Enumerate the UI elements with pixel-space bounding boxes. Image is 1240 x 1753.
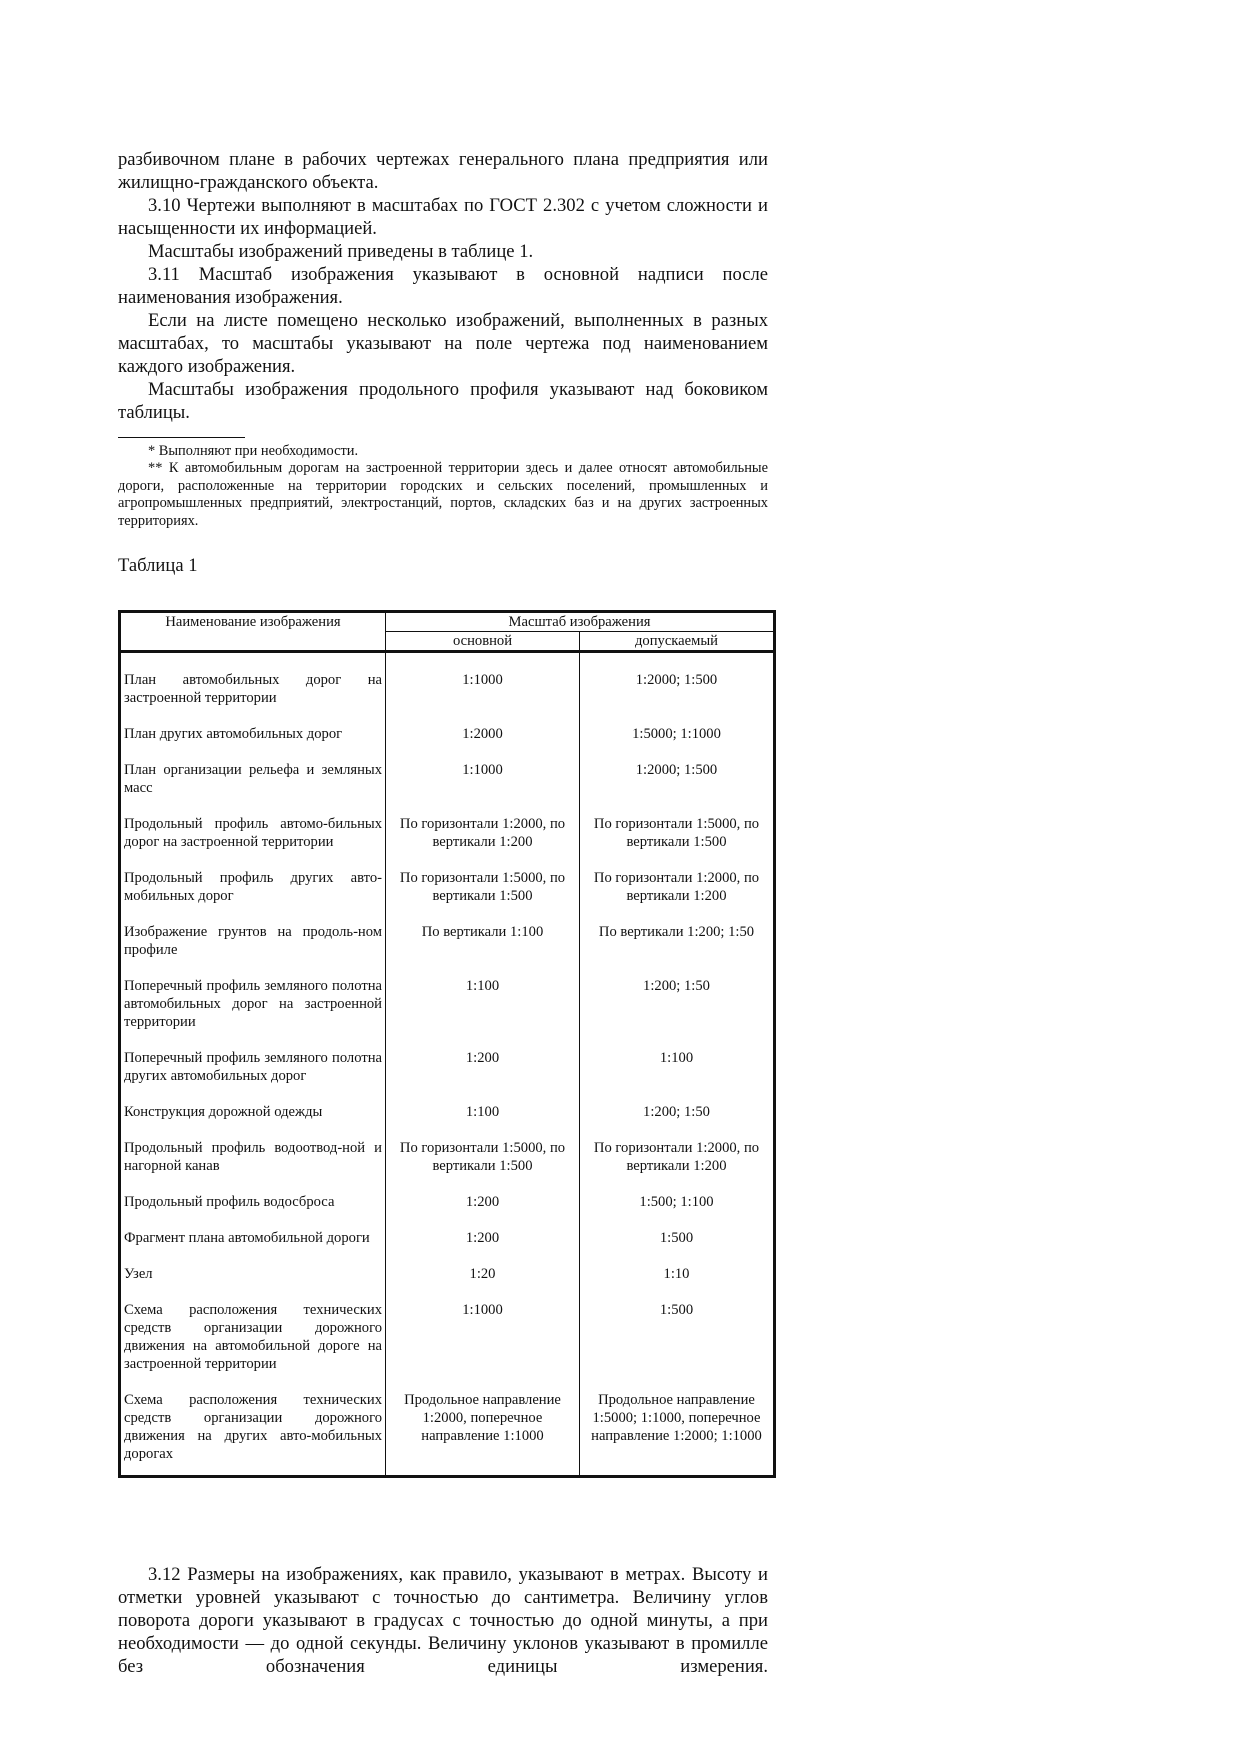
cell-name: Схема расположения технических средств организации дорожного движения на других авто-мобильных дорогах: [120, 1373, 386, 1477]
cell-name: Узел: [120, 1247, 386, 1283]
cell-name: Поперечный профиль земляного полотна автомобильных дорог на застроенной территории: [120, 959, 386, 1031]
header-main: основной: [386, 632, 580, 652]
cell-name: Фрагмент плана автомобильной дороги: [120, 1211, 386, 1247]
cell-main-scale: По горизонтали 1:5000, по вертикали 1:500: [386, 1121, 580, 1175]
cell-main-scale: По горизонтали 1:2000, по вертикали 1:200: [386, 797, 580, 851]
cell-allowed-scale: 1:2000; 1:500: [580, 743, 775, 797]
table-row: [120, 905, 775, 959]
table-caption: Таблица 1: [118, 555, 198, 577]
table-row: [120, 1121, 775, 1175]
paragraph-multiple-images: Если на листе помещено несколько изображений, выполненных в разных масштабах, то масштабы указывают на поле чертежа под наименованием каждого изображения.: [118, 310, 768, 377]
paragraph-3-11: 3.11 Масштаб изображения указывают в основной надписи после наименования изображения.: [118, 264, 768, 308]
header-name: Наименование изображения: [120, 612, 386, 652]
cell-main-scale: По горизонтали 1:5000, по вертикали 1:500: [386, 851, 580, 905]
cell-allowed-scale: По вертикали 1:200; 1:50: [580, 905, 775, 959]
document-body: [118, 148, 768, 577]
table-row: [120, 1085, 775, 1121]
table-row: [120, 959, 775, 1031]
cell-allowed-scale: 1:500: [580, 1283, 775, 1373]
cell-main-scale: 1:200: [386, 1175, 580, 1211]
cell-allowed-scale: 1:500: [580, 1211, 775, 1247]
cell-main-scale: 1:1000: [386, 1283, 580, 1373]
cell-main-scale: 1:2000: [386, 707, 580, 743]
cell-allowed-scale: Продольное направление 1:5000; 1:1000, поперечное направление 1:2000; 1:1000: [580, 1373, 775, 1477]
header-allowed: допускаемый: [580, 632, 775, 652]
cell-allowed-scale: По горизонтали 1:2000, по вертикали 1:200: [580, 851, 775, 905]
cell-allowed-scale: 1:10: [580, 1247, 775, 1283]
paragraph-continuation: разбивочном плане в рабочих чертежах генерального плана предприятия или жилищно-гражданского объекта.: [118, 149, 768, 193]
table-row: [120, 1283, 775, 1373]
cell-name: План организации рельефа и земляных масс: [120, 743, 386, 797]
table-row: [120, 851, 775, 905]
cell-main-scale: 1:20: [386, 1247, 580, 1283]
cell-main-scale: 1:100: [386, 959, 580, 1031]
cell-main-scale: 1:1000: [386, 743, 580, 797]
cell-main-scale: Продольное направление 1:2000, поперечное направление 1:1000: [386, 1373, 580, 1477]
table-row: [120, 707, 775, 743]
table-row: [120, 1211, 775, 1247]
header-scale: Масштаб изображения: [386, 612, 775, 632]
cell-name: Продольный профиль автомо-бильных дорог на застроенной территории: [120, 797, 386, 851]
footnote-1: * Выполняют при необходимости.: [148, 443, 359, 459]
cell-allowed-scale: По горизонтали 1:2000, по вертикали 1:200: [580, 1121, 775, 1175]
cell-name: Продольный профиль водоотвод-ной и нагорной канав: [120, 1121, 386, 1175]
document-continuation: [118, 1563, 768, 1678]
scales-table: [118, 610, 776, 1478]
cell-name: План других автомобильных дорог: [120, 707, 386, 743]
cell-name: План автомобильных дорог на застроенной территории: [120, 652, 386, 708]
paragraph-3-10: 3.10 Чертежи выполняют в масштабах по ГОСТ 2.302 с учетом сложности и насыщенности их информацией.: [118, 195, 768, 239]
table-row: [120, 652, 775, 708]
cell-main-scale: 1:200: [386, 1211, 580, 1247]
cell-allowed-scale: 1:200; 1:50: [580, 1085, 775, 1121]
cell-name: Продольный профиль других авто-мобильных дорог: [120, 851, 386, 905]
table-row: [120, 1031, 775, 1085]
footnote-2: ** К автомобильным дорогам на застроенной территории здесь и далее относят автомобильные дороги, расположенные на территории городских и сельских поселений, промышленных и агропромышленных предприятий, электростанций, портов, складских баз и на других застроенных территориях.: [118, 460, 768, 529]
cell-allowed-scale: 1:2000; 1:500: [580, 652, 775, 708]
table-container: [118, 610, 773, 1478]
paragraph-3-12: 3.12 Размеры на изображениях, как правило, указывают в метрах. Высоту и отметки уровней указывают с точностью до сантиметра. Величину углов поворота дороги указывают в градусах с точностью до одной минуты, а при необходимости — до одной секунды. Величину уклонов указывают в промилле без обозначения единицы измерения.: [118, 1564, 768, 1677]
cell-name: Изображение грунтов на продоль-ном профиле: [120, 905, 386, 959]
table-row: [120, 1175, 775, 1211]
paragraph-profile-scales: Масштабы изображения продольного профиля указывают над боковиком таблицы.: [118, 379, 768, 423]
cell-main-scale: 1:100: [386, 1085, 580, 1121]
table-row: [120, 1373, 775, 1477]
cell-allowed-scale: 1:500; 1:100: [580, 1175, 775, 1211]
cell-name: Поперечный профиль земляного полотна других автомобильных дорог: [120, 1031, 386, 1085]
cell-allowed-scale: По горизонтали 1:5000, по вертикали 1:500: [580, 797, 775, 851]
cell-main-scale: 1:1000: [386, 652, 580, 708]
paragraph-scales-ref: Масштабы изображений приведены в таблице 1.: [148, 241, 534, 262]
cell-allowed-scale: 1:5000; 1:1000: [580, 707, 775, 743]
table-row: [120, 743, 775, 797]
cell-name: Продольный профиль водосброса: [120, 1175, 386, 1211]
cell-name: Схема расположения технических средств организации дорожного движения на автомобильной дороге на застроенной территории: [120, 1283, 386, 1373]
cell-allowed-scale: 1:200; 1:50: [580, 959, 775, 1031]
cell-allowed-scale: 1:100: [580, 1031, 775, 1085]
table-row: [120, 1247, 775, 1283]
cell-main-scale: По вертикали 1:100: [386, 905, 580, 959]
cell-name: Конструкция дорожной одежды: [120, 1085, 386, 1121]
footnote-divider: [118, 437, 245, 438]
cell-main-scale: 1:200: [386, 1031, 580, 1085]
table-row: [120, 797, 775, 851]
